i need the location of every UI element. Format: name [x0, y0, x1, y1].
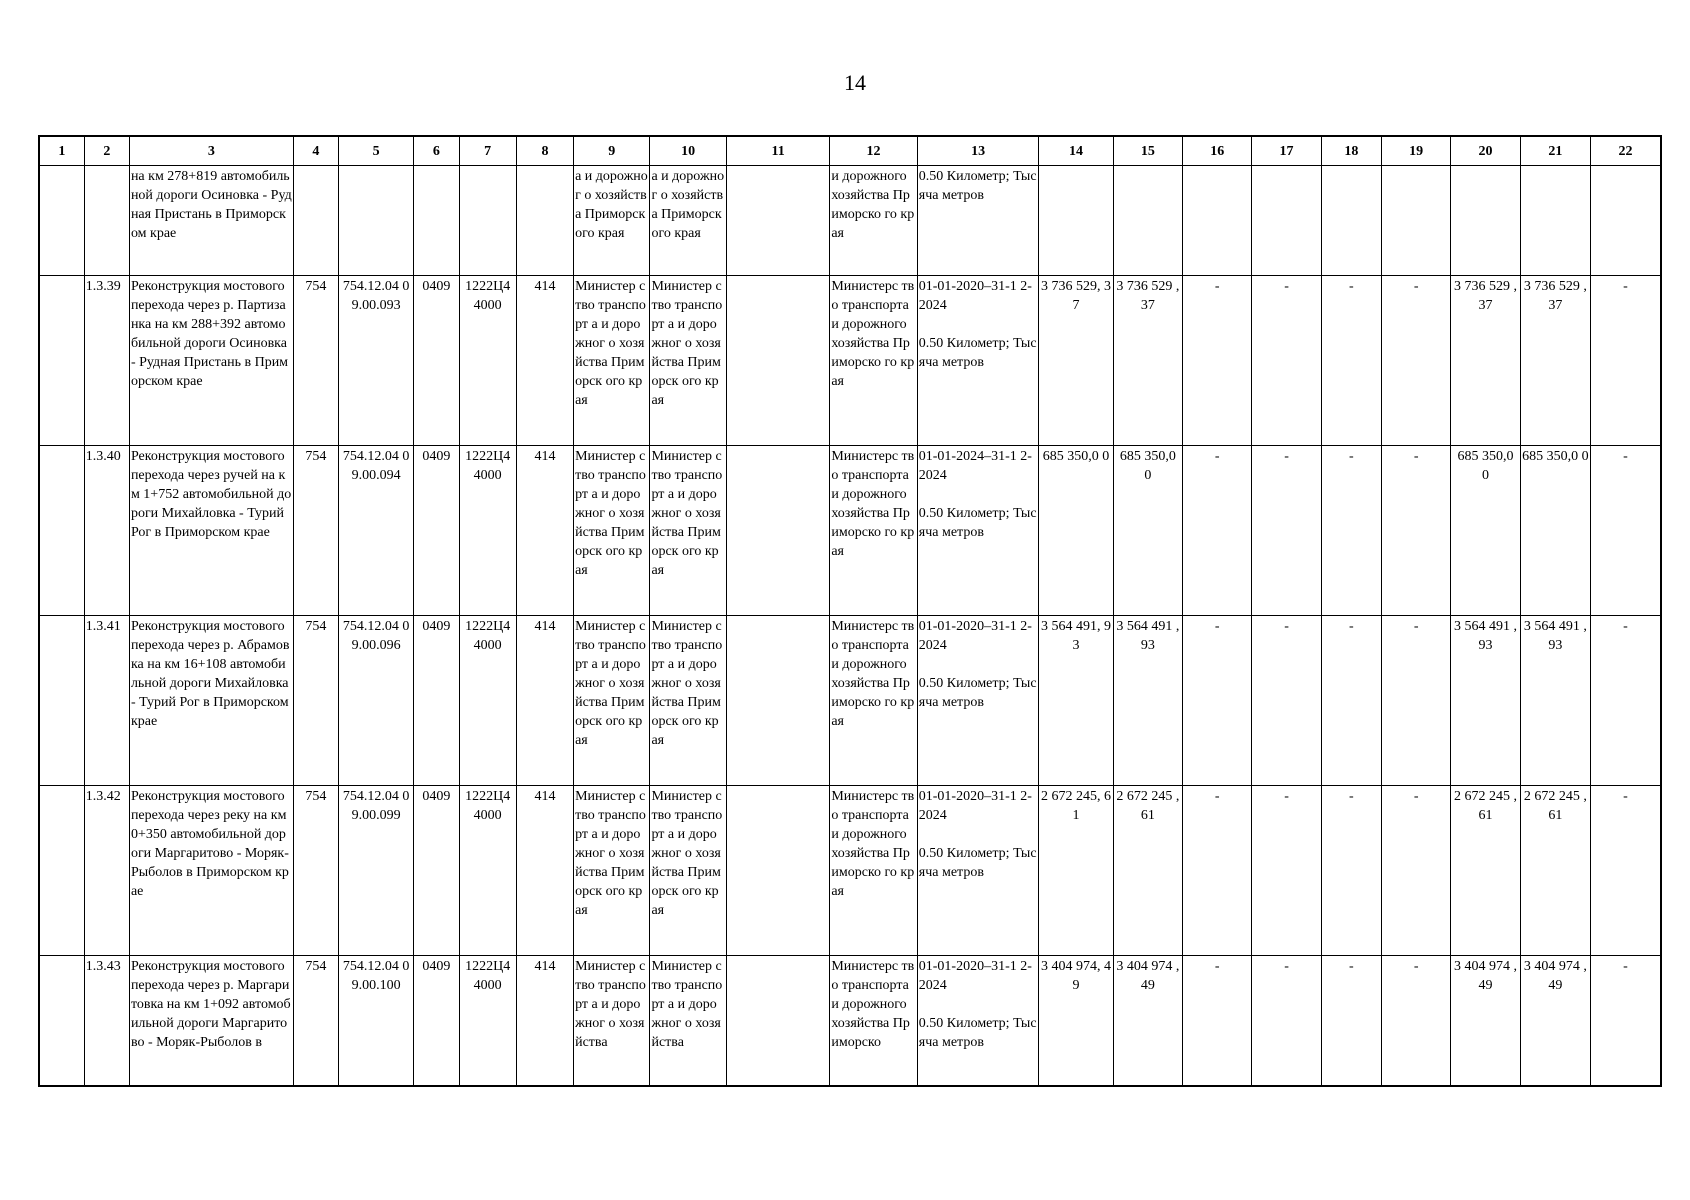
cell-col-15: [1113, 166, 1182, 276]
cell-col-4: 754: [293, 616, 338, 786]
cell-col-8: [516, 166, 573, 276]
cell-col-7: 1222Ц4 4000: [459, 276, 516, 446]
cell-col-1: [39, 446, 84, 616]
cell-col-11: [726, 616, 830, 786]
cell-col-2: 1.3.43: [84, 956, 129, 1086]
cell-col-20: 3 564 491 ,93: [1451, 616, 1520, 786]
cell-col-9: Министер ство транспорт а и дорожног о хозяйства Приморск ого края: [574, 786, 650, 956]
cell-col-21: [1520, 166, 1590, 276]
cell-col-6: 0409: [414, 616, 459, 786]
cell-col-3: Реконструкция мостового перехода через ручей на км 1+752 автомобильной дороги Михайловка - Турий Рог в Приморском крае: [129, 446, 293, 616]
cell-col-8: 414: [516, 616, 573, 786]
column-header-19: 19: [1382, 136, 1451, 166]
cell-col-8: 414: [516, 786, 573, 956]
cell-col-13: [917, 956, 1039, 1086]
column-header-20: 20: [1451, 136, 1520, 166]
cell-col-10: Министер ство транспорт а и дорожног о хозяйства Приморск ого края: [650, 276, 726, 446]
cell-col-6: 0409: [414, 786, 459, 956]
cell-col-19: -: [1382, 276, 1451, 446]
cell-col-4: 754: [293, 956, 338, 1086]
cell-col-13: [917, 446, 1039, 616]
cell-col-9: Министер ство транспорт а и дорожног о хозяйства Приморск ого края: [574, 446, 650, 616]
cell-col-20: 685 350,0 0: [1451, 446, 1520, 616]
cell-col-16: -: [1183, 956, 1252, 1086]
cell-col-11: [726, 276, 830, 446]
cell-col-16: -: [1183, 446, 1252, 616]
cell-col-12: Министерс тво транспорта и дорожного хозяйства Приморско го края: [830, 446, 917, 616]
cell-col-2: 1.3.39: [84, 276, 129, 446]
cell-col-10: а и дорожног о хозяйства Приморск ого края: [650, 166, 726, 276]
cell-col-15: 2 672 245 ,61: [1113, 786, 1182, 956]
cell-col-13: [917, 786, 1039, 956]
cell-col-11: [726, 786, 830, 956]
cell-col-1: [39, 786, 84, 956]
cell-col-17: -: [1252, 446, 1321, 616]
cell-col-3: Реконструкция мостового перехода через р. Маргаритовка на км 1+092 автомобильной дороги Маргаритово - Моряк-Рыболов в: [129, 956, 293, 1086]
cell-col-18: -: [1321, 956, 1381, 1086]
cell-col-7: [459, 166, 516, 276]
cell-col-17: -: [1252, 956, 1321, 1086]
cell-col-16: -: [1183, 276, 1252, 446]
cell-col-18: -: [1321, 616, 1381, 786]
column-header-14: 14: [1039, 136, 1113, 166]
cell-col-4: 754: [293, 276, 338, 446]
column-header-6: 6: [414, 136, 459, 166]
cell-col-12: и дорожного хозяйства Приморско го края: [830, 166, 917, 276]
cell-col-7: 1222Ц4 4000: [459, 616, 516, 786]
cell-col-21: 2 672 245 ,61: [1520, 786, 1590, 956]
cell-col-18: -: [1321, 446, 1381, 616]
cell-col-2: 1.3.41: [84, 616, 129, 786]
spacer: [919, 995, 1038, 1014]
cell-col-19: -: [1382, 786, 1451, 956]
cell-col-22: -: [1591, 616, 1662, 786]
cell-col-9: Министер ство транспорт а и дорожног о хозяйства Приморск ого края: [574, 276, 650, 446]
unit-text: 0.50 Километр; Тысяча метров: [918, 506, 1037, 540]
unit-text: 0.50 Километр; Тысяча метров: [918, 169, 1037, 203]
cell-col-22: -: [1591, 956, 1662, 1086]
cell-col-10: Министер ство транспорт а и дорожног о хозяйства Приморск ого края: [650, 786, 726, 956]
cell-col-5: 754.12.04 09.00.093: [338, 276, 413, 446]
cell-col-14: [1039, 166, 1113, 276]
table-row: [39, 166, 1661, 276]
cell-col-5: 754.12.04 09.00.100: [338, 956, 413, 1086]
cell-col-1: [39, 616, 84, 786]
cell-col-9: Министер ство транспорт а и дорожног о хозяйства: [574, 956, 650, 1086]
cell-col-18: [1321, 166, 1381, 276]
column-header-13: 13: [917, 136, 1039, 166]
cell-col-17: -: [1252, 276, 1321, 446]
cell-col-1: [39, 956, 84, 1086]
cell-col-21: 685 350,0 0: [1520, 446, 1590, 616]
table-row: [39, 786, 1661, 956]
table-row: [39, 956, 1661, 1086]
cell-col-2: [84, 166, 129, 276]
cell-col-15: 3 564 491 ,93: [1113, 616, 1182, 786]
cell-col-14: 685 350,0 0: [1039, 446, 1113, 616]
column-header-21: 21: [1520, 136, 1590, 166]
cell-col-20: [1451, 166, 1520, 276]
cell-col-16: -: [1183, 786, 1252, 956]
cell-col-19: -: [1382, 616, 1451, 786]
cell-col-6: 0409: [414, 956, 459, 1086]
cell-col-20: 3 404 974 ,49: [1451, 956, 1520, 1086]
column-header-17: 17: [1252, 136, 1321, 166]
cell-col-11: [726, 166, 830, 276]
cell-col-3: Реконструкция мостового перехода через р. Абрамовка на км 16+108 автомобильной дороги Михайловка - Турий Рог в Приморском крае: [129, 616, 293, 786]
cell-col-6: 0409: [414, 446, 459, 616]
cell-col-19: -: [1382, 446, 1451, 616]
cell-col-22: [1591, 166, 1662, 276]
cell-col-8: 414: [516, 956, 573, 1086]
cell-col-17: [1252, 166, 1321, 276]
column-header-8: 8: [516, 136, 573, 166]
budget-table: [38, 135, 1662, 1087]
period-text: 01-01-2020–31-1 2-2024: [918, 959, 1032, 993]
cell-col-11: [726, 956, 830, 1086]
table-body: [39, 166, 1661, 1086]
unit-text: 0.50 Километр; Тысяча метров: [918, 846, 1037, 880]
cell-col-10: Министер ство транспорт а и дорожног о хозяйства: [650, 956, 726, 1086]
cell-col-14: 3 564 491, 93: [1039, 616, 1113, 786]
column-header-7: 7: [459, 136, 516, 166]
period-text: 01-01-2020–31-1 2-2024: [918, 619, 1032, 653]
cell-col-15: 3 736 529 ,37: [1113, 276, 1182, 446]
cell-col-5: 754.12.04 09.00.094: [338, 446, 413, 616]
cell-col-9: Министер ство транспорт а и дорожног о хозяйства Приморск ого края: [574, 616, 650, 786]
cell-col-11: [726, 446, 830, 616]
cell-col-3: Реконструкция мостового перехода через реку на км 0+350 автомобильной дороги Маргаритово - Моряк-Рыболов в Приморском крае: [129, 786, 293, 956]
spacer: [919, 655, 1038, 674]
period-text: 01-01-2020–31-1 2-2024: [918, 789, 1032, 823]
cell-col-2: 1.3.40: [84, 446, 129, 616]
cell-col-10: Министер ство транспорт а и дорожног о хозяйства Приморск ого края: [650, 446, 726, 616]
unit-text: 0.50 Километр; Тысяча метров: [918, 676, 1037, 710]
cell-col-14: 2 672 245, 61: [1039, 786, 1113, 956]
cell-col-5: 754.12.04 09.00.099: [338, 786, 413, 956]
column-header-12: 12: [830, 136, 917, 166]
cell-col-3: на км 278+819 автомобильной дороги Осиновка - Рудная Пристань в Приморском крае: [129, 166, 293, 276]
period-text: 01-01-2024–31-1 2-2024: [918, 449, 1032, 483]
column-header-9: 9: [574, 136, 650, 166]
cell-col-13: [917, 276, 1039, 446]
cell-col-14: 3 736 529, 37: [1039, 276, 1113, 446]
cell-col-7: 1222Ц4 4000: [459, 446, 516, 616]
column-header-5: 5: [338, 136, 413, 166]
unit-text: 0.50 Километр; Тысяча метров: [918, 1016, 1037, 1050]
cell-col-12: Министерс тво транспорта и дорожного хозяйства Приморско го края: [830, 616, 917, 786]
cell-col-5: [338, 166, 413, 276]
cell-col-1: [39, 276, 84, 446]
column-header-11: 11: [726, 136, 830, 166]
period-text: 01-01-2020–31-1 2-2024: [918, 279, 1032, 313]
cell-col-7: 1222Ц4 4000: [459, 786, 516, 956]
cell-col-13: [917, 616, 1039, 786]
cell-col-6: [414, 166, 459, 276]
cell-col-22: -: [1591, 786, 1662, 956]
column-header-22: 22: [1591, 136, 1662, 166]
cell-col-12: Министерс тво транспорта и дорожного хозяйства Приморско го края: [830, 786, 917, 956]
header-row: [39, 136, 1661, 166]
column-header-2: 2: [84, 136, 129, 166]
table-row: [39, 446, 1661, 616]
cell-col-4: 754: [293, 786, 338, 956]
cell-col-6: 0409: [414, 276, 459, 446]
cell-col-21: 3 736 529 ,37: [1520, 276, 1590, 446]
column-header-3: 3: [129, 136, 293, 166]
cell-col-19: -: [1382, 956, 1451, 1086]
cell-col-13: [917, 166, 1039, 276]
cell-col-17: -: [1252, 786, 1321, 956]
spacer: [919, 825, 1038, 844]
cell-col-8: 414: [516, 276, 573, 446]
spacer: [919, 485, 1038, 504]
cell-col-14: 3 404 974, 49: [1039, 956, 1113, 1086]
cell-col-22: -: [1591, 276, 1662, 446]
page-number: 14: [844, 70, 866, 95]
cell-col-7: 1222Ц4 4000: [459, 956, 516, 1086]
cell-col-10: Министер ство транспорт а и дорожног о хозяйства Приморск ого края: [650, 616, 726, 786]
cell-col-12: Министерс тво транспорта и дорожного хозяйства Приморско: [830, 956, 917, 1086]
column-header-10: 10: [650, 136, 726, 166]
spacer: [919, 315, 1038, 334]
cell-col-2: 1.3.42: [84, 786, 129, 956]
cell-col-20: 2 672 245 ,61: [1451, 786, 1520, 956]
cell-col-21: 3 404 974 ,49: [1520, 956, 1590, 1086]
cell-col-5: 754.12.04 09.00.096: [338, 616, 413, 786]
cell-col-15: 685 350,0 0: [1113, 446, 1182, 616]
cell-col-18: -: [1321, 276, 1381, 446]
cell-col-12: Министерс тво транспорта и дорожного хозяйства Приморско го края: [830, 276, 917, 446]
cell-col-22: -: [1591, 446, 1662, 616]
column-header-4: 4: [293, 136, 338, 166]
cell-col-18: -: [1321, 786, 1381, 956]
cell-col-16: [1183, 166, 1252, 276]
cell-col-17: -: [1252, 616, 1321, 786]
cell-col-21: 3 564 491 ,93: [1520, 616, 1590, 786]
cell-col-4: [293, 166, 338, 276]
cell-col-15: 3 404 974 ,49: [1113, 956, 1182, 1086]
cell-col-19: [1382, 166, 1451, 276]
cell-col-1: [39, 166, 84, 276]
cell-col-20: 3 736 529 ,37: [1451, 276, 1520, 446]
cell-col-16: -: [1183, 616, 1252, 786]
column-header-18: 18: [1321, 136, 1381, 166]
column-header-15: 15: [1113, 136, 1182, 166]
cell-col-9: а и дорожног о хозяйства Приморск ого края: [574, 166, 650, 276]
cell-col-8: 414: [516, 446, 573, 616]
cell-col-3: Реконструкция мостового перехода через р. Партизанка на км 288+392 автомобильной дороги Осиновка - Рудная Пристань в Приморском крае: [129, 276, 293, 446]
unit-text: 0.50 Километр; Тысяча метров: [918, 336, 1037, 370]
column-header-1: 1: [39, 136, 84, 166]
column-header-16: 16: [1183, 136, 1252, 166]
cell-col-4: 754: [293, 446, 338, 616]
table-row: [39, 276, 1661, 446]
table-row: [39, 616, 1661, 786]
